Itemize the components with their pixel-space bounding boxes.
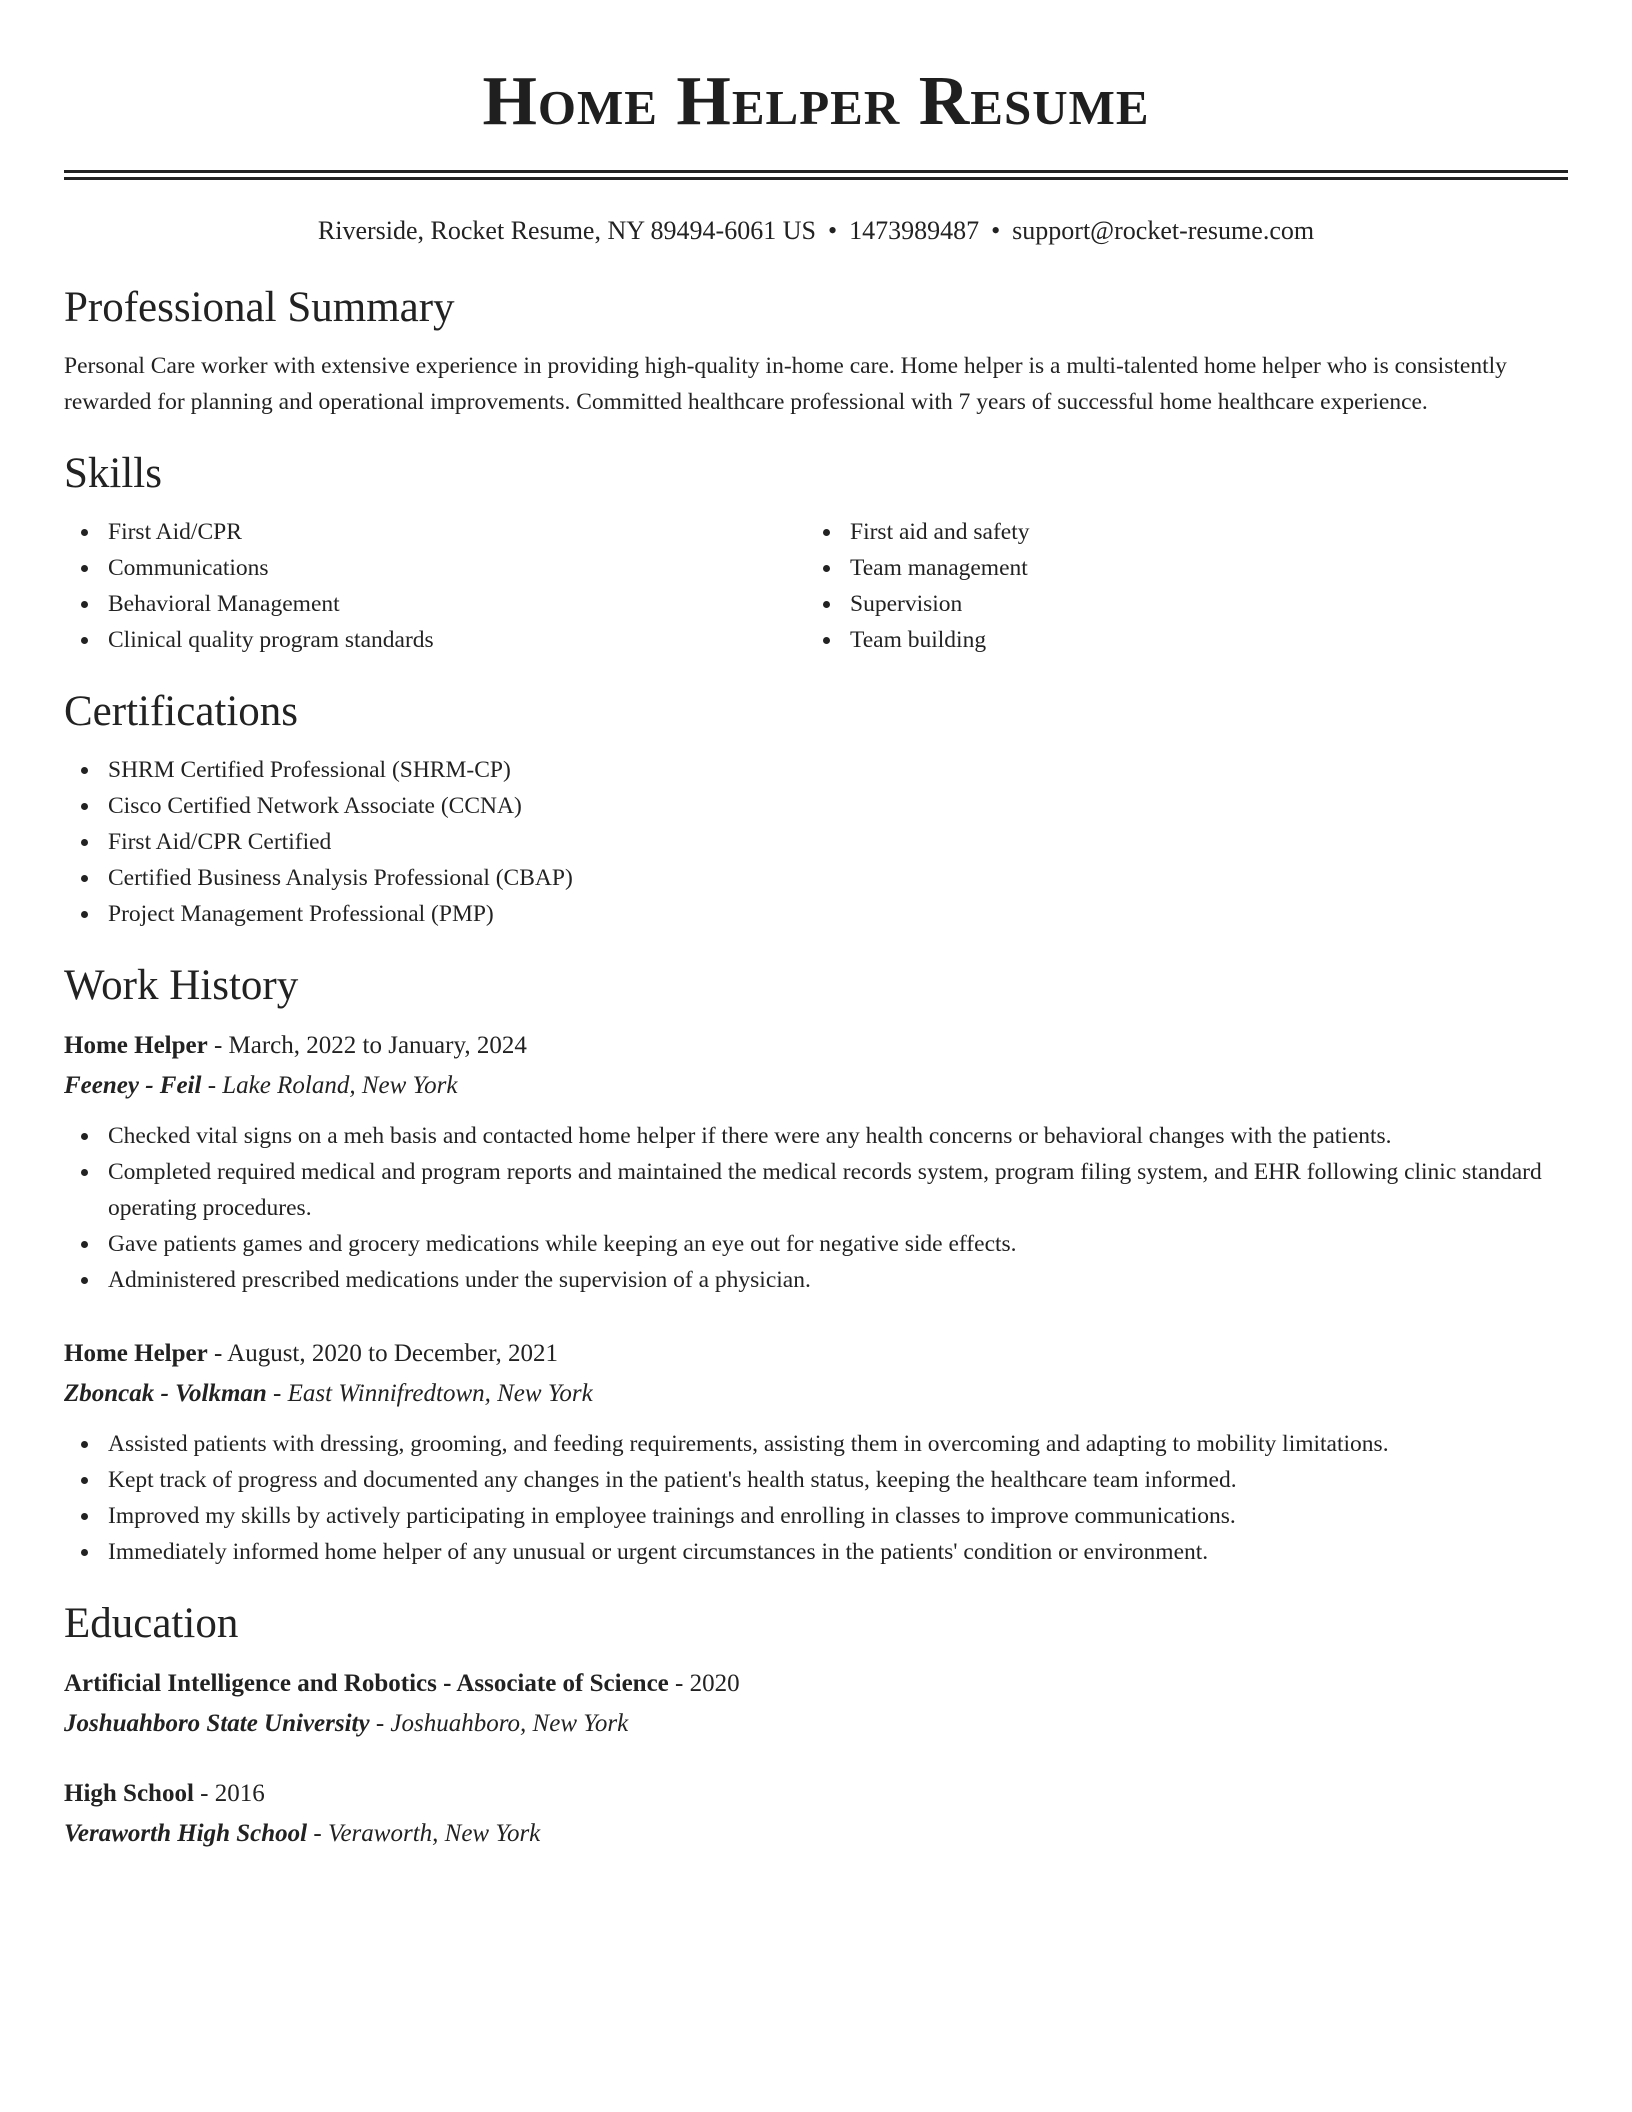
certifications-heading: Certifications bbox=[64, 688, 299, 735]
job-dates: - March, 2022 to January, 2024 bbox=[207, 1032, 527, 1059]
job-company-line bbox=[64, 1066, 1568, 1106]
job-company: Zboncak - Volkman bbox=[64, 1380, 267, 1407]
job-duties-list bbox=[64, 1118, 1568, 1298]
skills-heading: Skills bbox=[64, 450, 162, 497]
skills-section bbox=[64, 448, 1568, 658]
job-title: Home Helper bbox=[64, 1032, 208, 1059]
education-section bbox=[64, 1598, 1568, 1854]
title-divider bbox=[64, 170, 1568, 180]
contact-line bbox=[64, 214, 1568, 248]
job-duty-item: Checked vital signs on a meh basis and contacted home helper if there were any health concerns or behavioral changes with the patients. bbox=[64, 1118, 1568, 1154]
job-title-line bbox=[64, 1334, 1568, 1374]
job-duty-item: Kept track of progress and documented any changes in the patient's health status, keeping the healthcare team informed. bbox=[64, 1462, 1568, 1498]
contact-separator: • bbox=[991, 216, 1001, 245]
job-duty-item: Completed required medical and program reports and maintained the medical records system, program filing system, and EHR following clinic standard operating procedures. bbox=[64, 1154, 1568, 1226]
job-company-line bbox=[64, 1374, 1568, 1414]
skill-item: Communications bbox=[64, 550, 806, 586]
job-company: Feeney - Feil bbox=[64, 1072, 202, 1099]
job-entry bbox=[64, 1026, 1568, 1298]
page-title: Home Helper Resume bbox=[482, 63, 1150, 140]
education-entry bbox=[64, 1664, 1568, 1744]
skill-item: Behavioral Management bbox=[64, 586, 806, 622]
education-location: - Joshuahboro, New York bbox=[369, 1710, 629, 1737]
job-location: - East Winnifredtown, New York bbox=[266, 1380, 593, 1407]
skill-item: Clinical quality program standards bbox=[64, 622, 806, 658]
skill-item: First Aid/CPR bbox=[64, 514, 806, 550]
education-entry bbox=[64, 1774, 1568, 1854]
contact-separator: • bbox=[827, 216, 838, 245]
work-history-section bbox=[64, 960, 1568, 1570]
work-history-heading: Work History bbox=[64, 962, 299, 1009]
certification-item: First Aid/CPR Certified bbox=[64, 824, 1568, 860]
education-school: Joshuahboro State University bbox=[64, 1710, 370, 1737]
contact-address: Riverside, Rocket Resume, NY 89494-6061 US bbox=[317, 216, 816, 245]
job-duties-list bbox=[64, 1426, 1568, 1570]
skill-item: Team building bbox=[806, 622, 1548, 658]
education-degree: High School bbox=[64, 1780, 194, 1807]
job-dates: - August, 2020 to December, 2021 bbox=[207, 1340, 559, 1367]
education-location: - Veraworth, New York bbox=[307, 1820, 541, 1847]
education-year: - 2020 bbox=[668, 1670, 740, 1697]
skill-item: Team management bbox=[806, 550, 1548, 586]
job-location: - Lake Roland, New York bbox=[201, 1072, 458, 1099]
certifications-list bbox=[64, 752, 1568, 932]
job-entry bbox=[64, 1334, 1568, 1570]
education-heading: Education bbox=[64, 1600, 239, 1647]
education-degree: Artificial Intelligence and Robotics - Associate of Science bbox=[64, 1670, 669, 1697]
certifications-section bbox=[64, 686, 1568, 932]
skill-item: Supervision bbox=[806, 586, 1548, 622]
job-duty-item: Assisted patients with dressing, grooming, and feeding requirements, assisting them in overcoming and adapting to mobility limitations. bbox=[64, 1426, 1568, 1462]
education-school: Veraworth High School bbox=[64, 1820, 308, 1847]
education-school-line bbox=[64, 1704, 1568, 1744]
job-duty-item: Improved my skills by actively participating in employee trainings and enrolling in classes to improve communications. bbox=[64, 1498, 1568, 1534]
education-degree-line bbox=[64, 1774, 1568, 1814]
job-title-line bbox=[64, 1026, 1568, 1066]
job-duty-item: Administered prescribed medications under the supervision of a physician. bbox=[64, 1262, 1568, 1298]
skill-item: First aid and safety bbox=[806, 514, 1548, 550]
job-duty-item: Gave patients games and grocery medications while keeping an eye out for negative side effects. bbox=[64, 1226, 1568, 1262]
skills-list-right bbox=[806, 514, 1548, 658]
summary-section bbox=[64, 282, 1568, 420]
job-title: Home Helper bbox=[64, 1340, 208, 1367]
summary-heading: Professional Summary bbox=[64, 284, 455, 331]
education-year: - 2016 bbox=[193, 1780, 265, 1807]
summary-text: Personal Care worker with extensive experience in providing high-quality in-home care. Home helper is a multi-talented home helper who is consistently rewarded for planning and operational improvements. Committed healthcare professional with 7 years of successful home healthcare experience. bbox=[64, 353, 1507, 415]
education-school-line bbox=[64, 1814, 1568, 1854]
education-degree-line bbox=[64, 1664, 1568, 1704]
skills-list-left bbox=[64, 514, 806, 658]
contact-email: support@rocket-resume.com bbox=[1012, 216, 1315, 245]
certification-item: Cisco Certified Network Associate (CCNA) bbox=[64, 788, 1568, 824]
skills-grid bbox=[64, 514, 1568, 658]
job-duty-item: Immediately informed home helper of any unusual or urgent circumstances in the patients' condition or environment. bbox=[64, 1534, 1568, 1570]
certification-item: Certified Business Analysis Professional (CBAP) bbox=[64, 860, 1568, 896]
certification-item: Project Management Professional (PMP) bbox=[64, 896, 1568, 932]
contact-phone: 1473989487 bbox=[849, 216, 980, 245]
certification-item: SHRM Certified Professional (SHRM-CP) bbox=[64, 752, 1568, 788]
